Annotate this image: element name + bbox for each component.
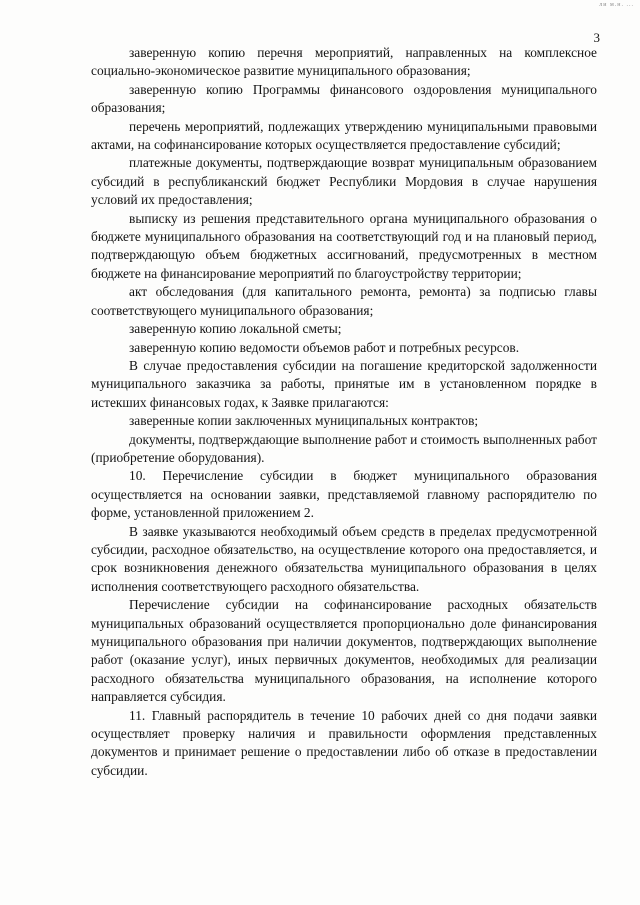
paragraph: 11. Главный распорядитель в течение 10 рабочих дней со дня подачи заявки осуществляет проверку наличия и правильности оформления представленных документов и принимает решение о предоставлении либо об отказе в предоставлении субсидии.	[91, 707, 597, 778]
paragraph: перечень мероприятий, подлежащих утверждению муниципальными правовыми актами, на софинансирование которых осуществляется предоставление субсидий;	[91, 118, 597, 153]
paragraph: акт обследования (для капитального ремонта, ремонта) за подписью главы соответствующего муниципального образования;	[91, 284, 597, 318]
document-body	[91, 44, 597, 780]
paragraph: Перечисление субсидии на софинансирование расходных обязательств муниципальных образований осуществляется пропорционально доле финансирования муниципального образования при наличии документов, подтверждающих выполнение работ (оказание услуг), иных первичных документов, необходимых для реализации расходного обязательства муниципального образования, на исполнение которого направляется субсидия.	[91, 597, 597, 705]
paragraph: заверенную копию ведомости объемов работ и потребных ресурсов.	[129, 339, 520, 355]
paragraph: платежные документы, подтверждающие возврат муниципальным образованием субсидий в республиканский бюджет Республики Мордовия в случае нарушения условий их предоставления;	[91, 155, 597, 208]
paragraph: документы, подтверждающие выполнение работ и стоимость выполненных работ (приобретение оборудования).	[91, 431, 597, 465]
paragraph: В заявке указываются необходимый объем средств в пределах предусмотренной субсидии, расходное обязательство, на осуществление которого она предоставляется, и срок возникновения денежного обязательства муниципального образования в целях исполнения соответствующего расходного обязательства.	[91, 523, 597, 594]
page-number: 3	[593, 30, 600, 45]
paragraph: В случае предоставления субсидии на погашение кредиторской задолженности муниципального заказчика за работы, принятые им в установленном порядке в истекших финансовых годах, к Заявке прилагаются:	[91, 357, 597, 410]
paragraph: заверенную копию локальной сметы;	[129, 321, 342, 337]
paragraph: выписку из решения представительного органа муниципального образования о бюджете муниципального образования на соответствующий год и на плановый период, подтверждающую объем бюджетных ассигнований, предусмотренных в местном бюджете на финансирование мероприятий по благоустройству территории;	[91, 210, 597, 281]
paragraph: заверенную копию Программы финансового оздоровления муниципального образования;	[91, 81, 597, 116]
paragraph: заверенные копии заключенных муниципальных контрактов;	[129, 413, 479, 429]
scan-corner-mark: ли м.н. ...	[599, 2, 634, 8]
paragraph: 10. Перечисление субсидии в бюджет муниципального образования осуществляется на основании заявки, представляемой главному распорядителю по форме, установленной приложением 2.	[91, 468, 597, 521]
paragraph: заверенную копию перечня мероприятий, направленных на комплексное социально-экономическое развитие муниципального образования;	[91, 45, 597, 79]
